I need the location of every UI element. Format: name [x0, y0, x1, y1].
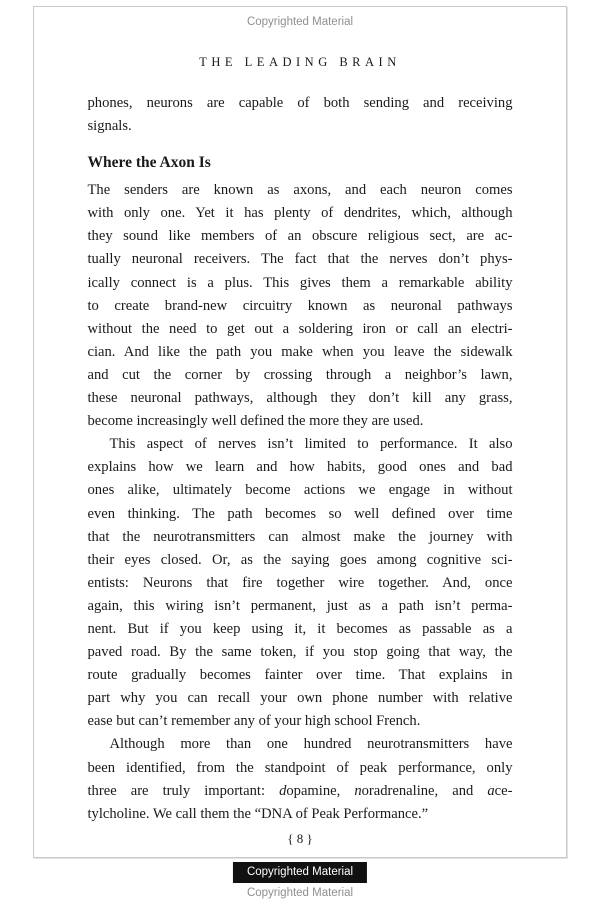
text-line: cian. And like the path you make when you leave the sidewalk [87, 343, 513, 360]
paragraph [88, 92, 513, 138]
text-segment: opamine, [286, 782, 355, 799]
paragraph [88, 179, 513, 433]
text-line [88, 780, 513, 803]
text-line: signals. [87, 118, 132, 135]
copyright-notice-bottom: Copyrighted Material [246, 887, 354, 899]
copyright-notice-top: Copyrighted Material [246, 16, 354, 28]
text-line: and cut the corner by crossing through a neighbor’s lawn, [87, 366, 513, 383]
text-line: their eyes closed. Or, as the saying goes among cognitive sci- [87, 551, 513, 568]
copyright-bar [233, 862, 367, 883]
running-head: THE LEADING BRAIN [199, 55, 401, 69]
text-line: ically connect is a plus. This gives them a remarkable ability [87, 274, 513, 291]
text-segment: oradrenaline, and [361, 782, 488, 799]
section-heading: Where the Axon Is [87, 154, 211, 172]
text-line: ones alike, ultimately become actions we engage in without [87, 482, 513, 499]
page-number: { 8 } [287, 831, 313, 846]
text-line: route gradually becomes fainter over time. That explains in [87, 667, 513, 684]
italic-letter: n [354, 782, 362, 799]
text-line: explains how we learn and how habits, good ones and bad [87, 459, 513, 476]
text-line: again, this wiring isn’t permanent, just as a path isn’t perma- [87, 597, 513, 614]
text-line: with only one. Yet it has plenty of dendrites, which, although [87, 205, 513, 222]
copyright-bar-label: Copyrighted Material [246, 866, 354, 878]
text-line: Although more than one hundred neurotransmitters have [109, 736, 513, 753]
text-line: tylcholine. We call them the “DNA of Peak Performance.” [87, 805, 429, 822]
text-line: tually neuronal receivers. The fact that the nerves don’t phys- [87, 251, 513, 268]
text-line: paved road. By the same token, if you stop going that way, the [87, 644, 513, 661]
paragraph [88, 733, 513, 825]
text-segment: three are truly important: [87, 782, 280, 799]
text-line: these neuronal pathways, although they don’t kill any grass, [87, 390, 513, 407]
text-segment: ce- [494, 782, 513, 799]
text-line: even thinking. The path becomes so well defined over time [87, 505, 513, 522]
text-line: become increasingly well defined the more they are used. [87, 413, 424, 430]
text-line: ease but can’t remember any of your high school French. [87, 713, 421, 730]
text-line: The senders are known as axons, and each neuron comes [87, 182, 513, 199]
text-line: part why you can recall your own phone number with relative [87, 690, 513, 707]
text-line: been identified, from the standpoint of peak performance, only [87, 759, 513, 776]
book-page [33, 6, 567, 858]
italic-letter: d [279, 782, 287, 799]
text-line: phones, neurons are capable of both sending and receiving [87, 95, 513, 111]
paragraph [88, 433, 513, 733]
text-line: This aspect of nerves isn’t limited to performance. It also [109, 436, 513, 453]
body-text [88, 92, 513, 826]
text-line: without the need to get out a soldering iron or call an electri- [87, 320, 513, 337]
text-line: entists: Neurons that fire together wire together. And, once [87, 574, 513, 591]
text-line: to create brand-new circuitry known as neuronal pathways [87, 297, 513, 314]
text-line: they sound like members of an obscure religious sect, are ac- [87, 228, 513, 245]
text-line: that the neurotransmitters can almost make the journey with [87, 528, 513, 545]
text-line: nent. But if you keep using it, it becomes as passable as a [87, 620, 513, 637]
italic-letter: a [487, 782, 495, 799]
